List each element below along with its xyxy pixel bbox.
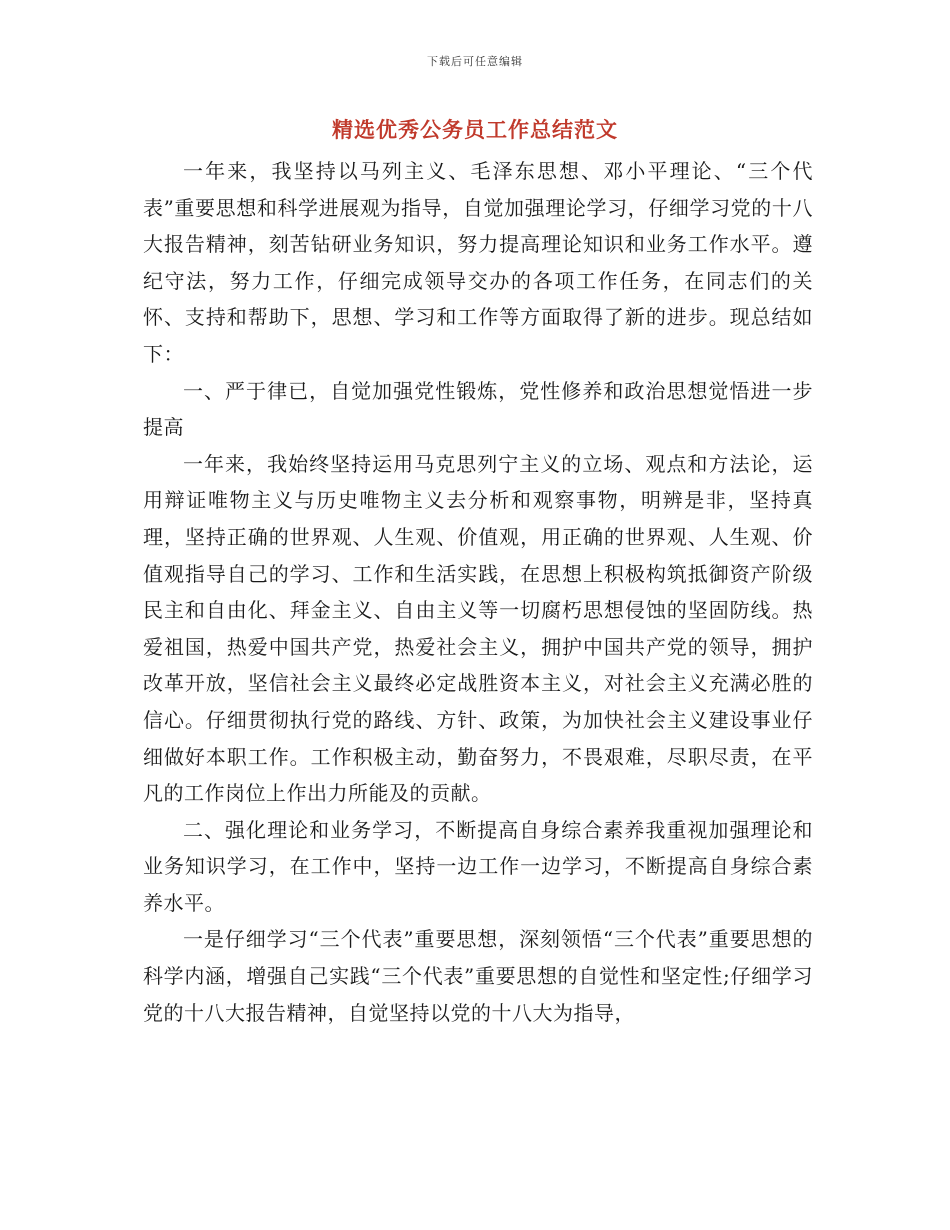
paragraph-point-1: 一是仔细学习“三个代表”重要思想，深刻领悟“三个代表”重要思想的科学内涵，增强自己实践“三个代表”重要思想的自觉性和坚定性;仔细学习党的十八大报告精神，自觉坚持以党的十八大为指导， <box>143 927 813 1025</box>
paragraph-heading-1: 一、严于律已，自觉加强党性锻炼，党性修养和政治思想觉悟进一步提高 <box>143 378 813 440</box>
document-body <box>143 153 813 1031</box>
paragraph-heading-2: 二、强化理论和业务学习，不断提高自身综合素养我重视加强理论和业务知识学习，在工作中，坚持一边工作一边学习，不断提高自身综合素养水平。 <box>143 817 813 915</box>
paragraph-intro: 一年来，我坚持以马列主义、毛泽东思想、邓小平理论、“三个代表”重要思想和科学进展观为指导，自觉加强理论学习，仔细学习党的十八大报告精神，刻苦钻研业务知识，努力提高理论知识和业务工作水平。遵纪守法，努力工作，仔细完成领导交办的各项工作任务，在同志们的关怀、支持和帮助下，思想、学习和工作等方面取得了新的进步。现总结如下： <box>143 159 813 366</box>
paragraph-section-1: 一年来，我始终坚持运用马克思列宁主义的立场、观点和方法论，运用辩证唯物主义与历史唯物主义去分析和观察事物，明辨是非，坚持真理，坚持正确的世界观、人生观、价值观，用正确的世界观、人生观、价值观指导自己的学习、工作和生活实践，在思想上积极构筑抵御资产阶级民主和自由化、拜金主义、自由主义等一切腐朽思想侵蚀的坚固防线。热爱祖国，热爱中国共产党，热爱社会主义，拥护中国共产党的领导，拥护改革开放，坚信社会主义最终必定战胜资本主义，对社会主义充满必胜的信心。仔细贯彻执行党的路线、方针、政策，为加快社会主义建设事业仔细做好本职工作。工作积极主动，勤奋努力，不畏艰难，尽职尽责，在平凡的工作岗位上作出力所能及的贡献。 <box>143 451 813 806</box>
header-note: 下载后可任意编辑 <box>427 55 523 68</box>
document-title: 精选优秀公务员工作总结范文 <box>332 117 618 142</box>
